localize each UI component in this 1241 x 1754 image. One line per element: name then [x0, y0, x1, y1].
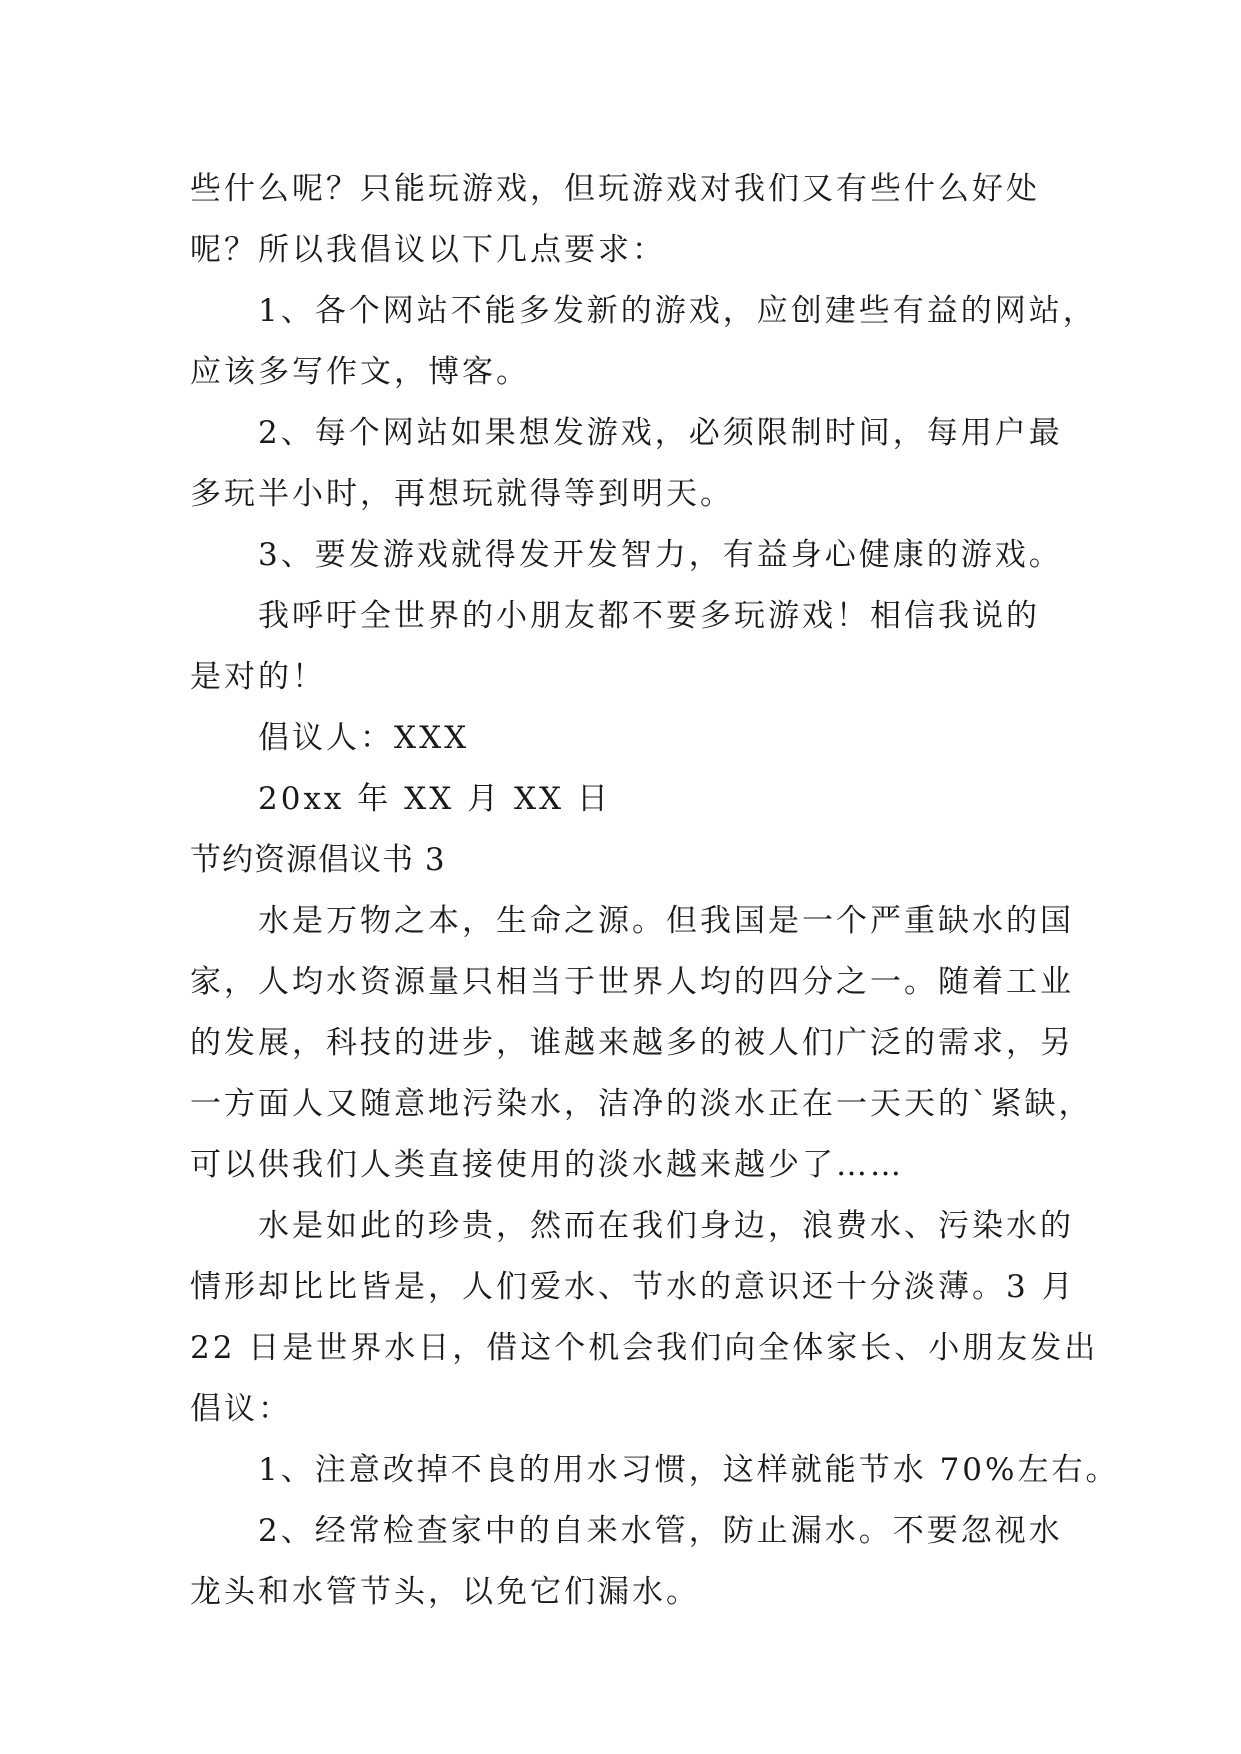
paragraph-line: 可以供我们人类直接使用的淡水越来越少了…… — [190, 1147, 904, 1183]
paragraph-line: 我呼吁全世界的小朋友都不要多玩游戏！相信我说的 — [258, 598, 1040, 634]
list-item: 1、各个网站不能多发新的游戏，应创建些有益的网站， — [258, 293, 1097, 329]
paragraph-line: 一方面人又随意地污染水，洁净的淡水正在一天天的`紧缺， — [190, 1086, 1093, 1122]
paragraph-line: 呢？所以我倡议以下几点要求： — [190, 232, 666, 268]
list-item: 2、经常检查家中的自来水管，防止漏水。不要忽视水 — [258, 1513, 1063, 1549]
list-item: 1、注意改掉不良的用水习惯，这样就能节水 70%左右。 — [258, 1452, 1120, 1488]
paragraph-line: 的发展，科技的进步，谁越来越多的被人们广泛的需求，另 — [190, 1025, 1074, 1061]
paragraph-line: 是对的！ — [190, 659, 326, 695]
paragraph-line: 水是万物之本，生命之源。但我国是一个严重缺水的国 — [258, 903, 1074, 939]
signature-line: 倡议人：XXX — [258, 720, 470, 756]
paragraph-line: 应该多写作文，博客。 — [190, 354, 530, 390]
paragraph-line: 倡议： — [190, 1391, 292, 1427]
paragraph-line: 多玩半小时，再想玩就得等到明天。 — [190, 476, 734, 512]
paragraph-line: 些什么呢？只能玩游戏，但玩游戏对我们又有些什么好处 — [190, 171, 1040, 207]
paragraph-line: 22 日是世界水日，借这个机会我们向全体家长、小朋友发出 — [190, 1330, 1099, 1366]
paragraph-line: 水是如此的珍贵，然而在我们身边，浪费水、污染水的 — [258, 1208, 1074, 1244]
list-item: 2、每个网站如果想发游戏，必须限制时间，每用户最 — [258, 415, 1063, 451]
paragraph-line: 家，人均水资源量只相当于世界人均的四分之一。随着工业 — [190, 964, 1074, 1000]
paragraph-line: 情形却比比皆是，人们爱水、节水的意识还十分淡薄。3 月 — [190, 1269, 1076, 1305]
list-item: 3、要发游戏就得发开发智力，有益身心健康的游戏。 — [258, 537, 1063, 573]
paragraph-line: 龙头和水管节头，以免它们漏水。 — [190, 1574, 700, 1610]
document-body — [190, 159, 1120, 1623]
date-line: 20xx 年 XX 月 XX 日 — [258, 781, 611, 817]
section-heading: 节约资源倡议书 3 — [190, 842, 446, 878]
